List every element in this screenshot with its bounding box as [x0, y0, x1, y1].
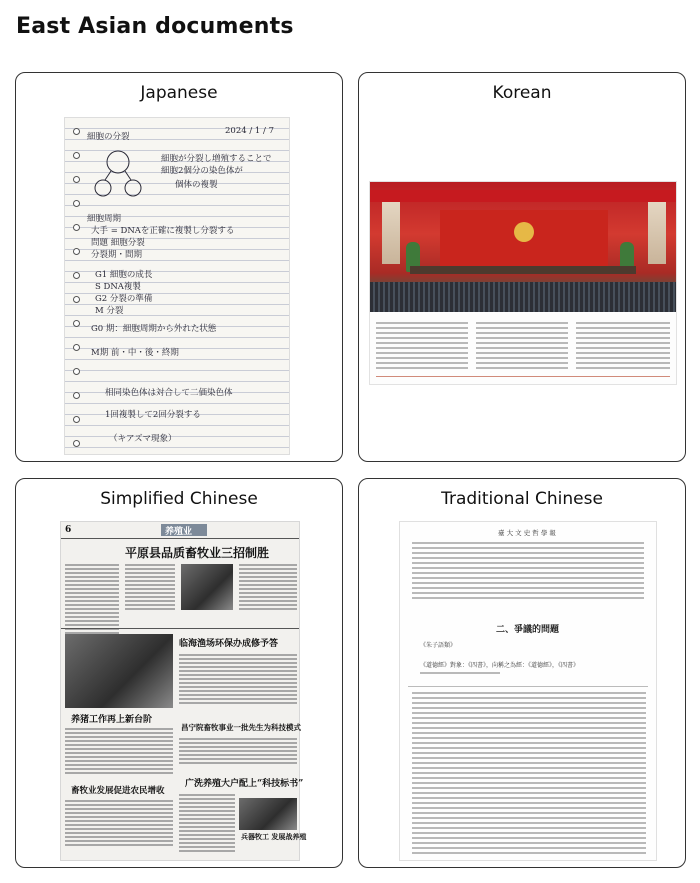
text-column: [65, 800, 173, 848]
page-title: East Asian documents: [16, 14, 294, 39]
card-label-korean: Korean: [492, 83, 552, 103]
headline: 平原县品质畜牧业三招制胜: [125, 546, 270, 560]
rule: [61, 628, 299, 629]
ring-hole: [73, 344, 80, 351]
body-text: [412, 542, 644, 602]
ring-hole: [73, 128, 80, 135]
body-text: [420, 672, 500, 677]
curtain: [382, 202, 400, 264]
curtain: [648, 202, 666, 264]
ring-hole: [73, 320, 80, 327]
ring-hole: [73, 368, 80, 375]
subheadline: 养猪工作再上新台阶: [71, 715, 153, 725]
ring-hole: [73, 248, 80, 255]
text-column: [476, 322, 568, 372]
text-column: [179, 654, 297, 706]
card-label-japanese: Japanese: [140, 83, 218, 103]
card-korean: [358, 72, 686, 462]
note-line: 大手 = DNAを正確に複製し分裂する: [91, 226, 235, 236]
text-column: [376, 322, 468, 372]
issue-number: 6: [65, 525, 72, 535]
presidium-table: [410, 266, 636, 274]
subheadline: 临海渔场环保办成修予答: [179, 639, 279, 649]
footnote-rule: [408, 686, 648, 687]
ring-hole: [73, 392, 80, 399]
news-photo: [239, 798, 297, 830]
quote-line: 《道德經》對象：《四書》，向稱之為經：《道德經》，《四書》: [420, 662, 580, 669]
text-column: [125, 564, 175, 612]
korean-document-image: [369, 181, 677, 385]
ring-hole: [73, 440, 80, 447]
ring-hole: [73, 176, 80, 183]
card-label-traditional-chinese: Traditional Chinese: [441, 489, 603, 509]
text-column: [179, 738, 297, 766]
rule: [61, 538, 299, 539]
ring-hole: [73, 224, 80, 231]
ring-hole: [73, 416, 80, 423]
running-head: 臺 大 文 史 哲 學 報: [498, 529, 556, 537]
note-line: 相同染色体は対合して二価染色体: [105, 388, 233, 398]
news-photo-workers: [65, 634, 173, 708]
note-line: S DNA複製: [95, 282, 141, 292]
card-simplified-chinese: [15, 478, 343, 868]
note-line: 分裂期・間期: [91, 250, 143, 260]
subheadline: 广洗养殖大户配上“科技标书”: [185, 779, 304, 789]
news-photo: [181, 564, 233, 610]
quote-line: 《朱子語類》: [420, 642, 457, 649]
note-line: （キアズマ現象）: [109, 434, 177, 444]
subheadline: 昌宁院畜牧事业一批先生为科技模式: [181, 723, 301, 732]
cell-diagram-sketch: [83, 146, 153, 200]
subheadline: 兵器牧工 发展战养殖: [241, 832, 307, 841]
section-title: 二、爭議的問題: [496, 625, 560, 635]
red-banner: [370, 190, 676, 202]
text-column: [576, 322, 670, 372]
note-line: 個体の複製: [175, 180, 218, 190]
ring-hole: [73, 152, 80, 159]
text-column: [239, 564, 297, 612]
section-tab: [161, 524, 207, 536]
japanese-notebook-image: [64, 117, 290, 455]
emblem-icon: [514, 222, 534, 242]
note-line: G2 分裂の準備: [95, 294, 153, 304]
note-line: 細胞周期: [87, 214, 122, 224]
congress-hall-photo: [370, 182, 676, 312]
simplified-chinese-newspaper-image: [60, 521, 307, 861]
note-line: M期 前・中・後・終期: [91, 348, 179, 358]
note-date: 2024 / 1 / 7: [225, 126, 274, 136]
footnotes: [412, 692, 646, 857]
card-japanese: [15, 72, 343, 462]
text-column: [65, 728, 173, 776]
note-heading: 細胞の分裂: [87, 132, 130, 142]
subheadline: 畜牧业发展促进农民增收: [71, 786, 165, 796]
section-name: 养殖业: [165, 527, 193, 537]
card-label-simplified-chinese: Simplified Chinese: [100, 489, 258, 509]
note-line: M 分裂: [95, 306, 124, 316]
ring-hole: [73, 272, 80, 279]
note-line: G1 細胞の成長: [95, 270, 153, 280]
note-line: 細胞が分裂し増殖することで: [161, 154, 272, 164]
ring-hole: [73, 200, 80, 207]
ring-hole: [73, 296, 80, 303]
card-traditional-chinese: [358, 478, 686, 868]
note-line: 問題 細胞分裂: [91, 238, 145, 248]
audience: [370, 282, 676, 312]
note-line: 細胞2個分の染色体が: [161, 166, 243, 176]
note-line: 1回複製して2回分裂する: [105, 410, 201, 420]
footer-rule: [376, 376, 670, 377]
text-column: [179, 794, 235, 854]
traditional-chinese-page-image: [399, 521, 657, 861]
note-line: G0 期：細胞周期から外れた状態: [91, 324, 217, 334]
